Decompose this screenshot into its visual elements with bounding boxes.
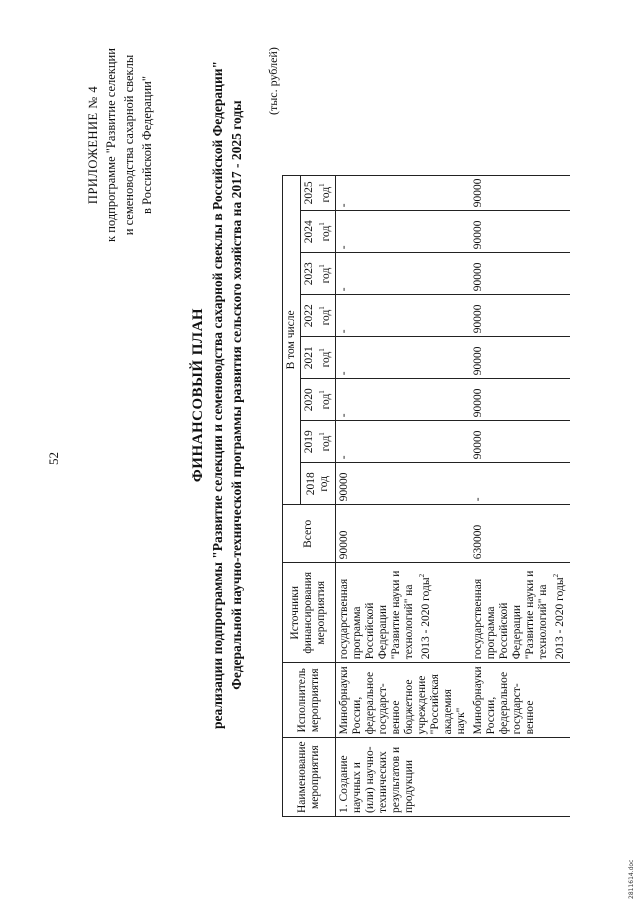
- cell-2024: -: [335, 211, 470, 253]
- header-year-text: 2025 год: [303, 181, 332, 205]
- cell-source: [335, 563, 470, 663]
- cell-total: 630000: [470, 505, 570, 563]
- cell-2021: -: [335, 337, 470, 379]
- cell-2020: -: [335, 379, 470, 421]
- footnote-mark: 2: [551, 573, 560, 578]
- header-year-2024: [301, 211, 336, 253]
- header-executor: Исполнитель мероприятия: [283, 663, 336, 738]
- header-year-text: 2018 год: [304, 472, 330, 496]
- appendix-title: ПРИЛОЖЕНИЕ № 4: [86, 85, 100, 205]
- header-year-text: 2023 год: [303, 262, 332, 286]
- cell-executor: Минобрнауки России, федеральное государст-венное бюджетное учреждение "Российская академия наук": [335, 663, 470, 738]
- footnote-mark: 1: [318, 183, 326, 187]
- header-year-text: 2022 год: [303, 304, 332, 328]
- cell-source-text: государственная программа Российской Федерации "Развитие науки и технологий" на 2013 - 2020 годы: [471, 570, 566, 660]
- cell-name: [470, 738, 570, 817]
- cell-2019: 90000: [470, 421, 570, 463]
- footnote-mark: 1: [318, 222, 326, 226]
- footnote-mark: 1: [318, 306, 326, 310]
- cell-source: [470, 563, 570, 663]
- cell-2023: -: [335, 253, 470, 295]
- header-year-2020: [301, 379, 336, 421]
- cell-2022: 90000: [470, 295, 570, 337]
- units-label: (тыс. рублей): [266, 47, 280, 115]
- header-year-text: 2019 год: [303, 430, 332, 454]
- footer-code: 2811614.doc: [628, 859, 635, 899]
- header-year-text: 2021 год: [303, 346, 332, 370]
- table-row: [470, 175, 570, 816]
- cell-2025: -: [335, 175, 470, 211]
- footnote-mark: 2: [417, 573, 426, 578]
- title-main: ФИНАНСОВЫЙ ПЛАН: [190, 307, 206, 483]
- header-source: Источники финансирования мероприятия: [283, 563, 336, 663]
- appendix-line: и семеноводства сахарной свеклы: [122, 54, 136, 236]
- cell-2019: -: [335, 421, 470, 463]
- footnote-mark: 1: [318, 264, 326, 268]
- cell-2020: 90000: [470, 379, 570, 421]
- header-total: Всего: [283, 505, 336, 563]
- cell-executor: Минобрнауки России, федеральное государст-венное: [470, 663, 570, 738]
- cell-2018: 90000: [335, 463, 470, 505]
- title-sub-1: реализации подпрограммы "Развитие селекции и семеноводства сахарной свеклы в Российской Федерации": [210, 60, 225, 730]
- header-year-text: 2020 год: [303, 388, 332, 412]
- footnote-mark: 1: [318, 432, 326, 436]
- cell-2024: 90000: [470, 211, 570, 253]
- header-year-2018: [301, 463, 336, 505]
- cell-2018: -: [470, 463, 570, 505]
- appendix-line: в Российской Федерации": [140, 76, 154, 214]
- header-year-2021: [301, 337, 336, 379]
- cell-2021: 90000: [470, 337, 570, 379]
- cell-total: 90000: [335, 505, 470, 563]
- header-year-2025: [301, 175, 336, 211]
- table-row: [335, 175, 470, 816]
- appendix-header: [84, 25, 156, 265]
- page-number: 52: [46, 452, 61, 465]
- header-including: В том числе: [283, 175, 301, 505]
- cell-2023: 90000: [470, 253, 570, 295]
- header-year-2019: [301, 421, 336, 463]
- appendix-line: к подпрограмме "Развитие селекции: [104, 48, 118, 242]
- cell-name: 1. Создание научных и (или) научно-технических результатов и продукции: [335, 738, 470, 817]
- header-name: Наименование мероприятия: [283, 738, 336, 817]
- footnote-mark: 1: [318, 348, 326, 352]
- footnote-mark: 1: [318, 390, 326, 394]
- cell-2022: -: [335, 295, 470, 337]
- cell-2025: 90000: [470, 175, 570, 211]
- header-year-2023: [301, 253, 336, 295]
- title-sub-2: Федеральной научно-технической программы развития сельского хозяйства на 2017 - 2025 годы: [229, 100, 244, 690]
- header-year-text: 2024 год: [303, 220, 332, 244]
- header-year-2022: [301, 295, 336, 337]
- financial-table: [282, 175, 570, 817]
- document-title: [188, 25, 246, 765]
- cell-source-text: государственная программа Российской Федерации "Развитие науки и технологий" на 2013 - 2020 годы: [337, 570, 432, 660]
